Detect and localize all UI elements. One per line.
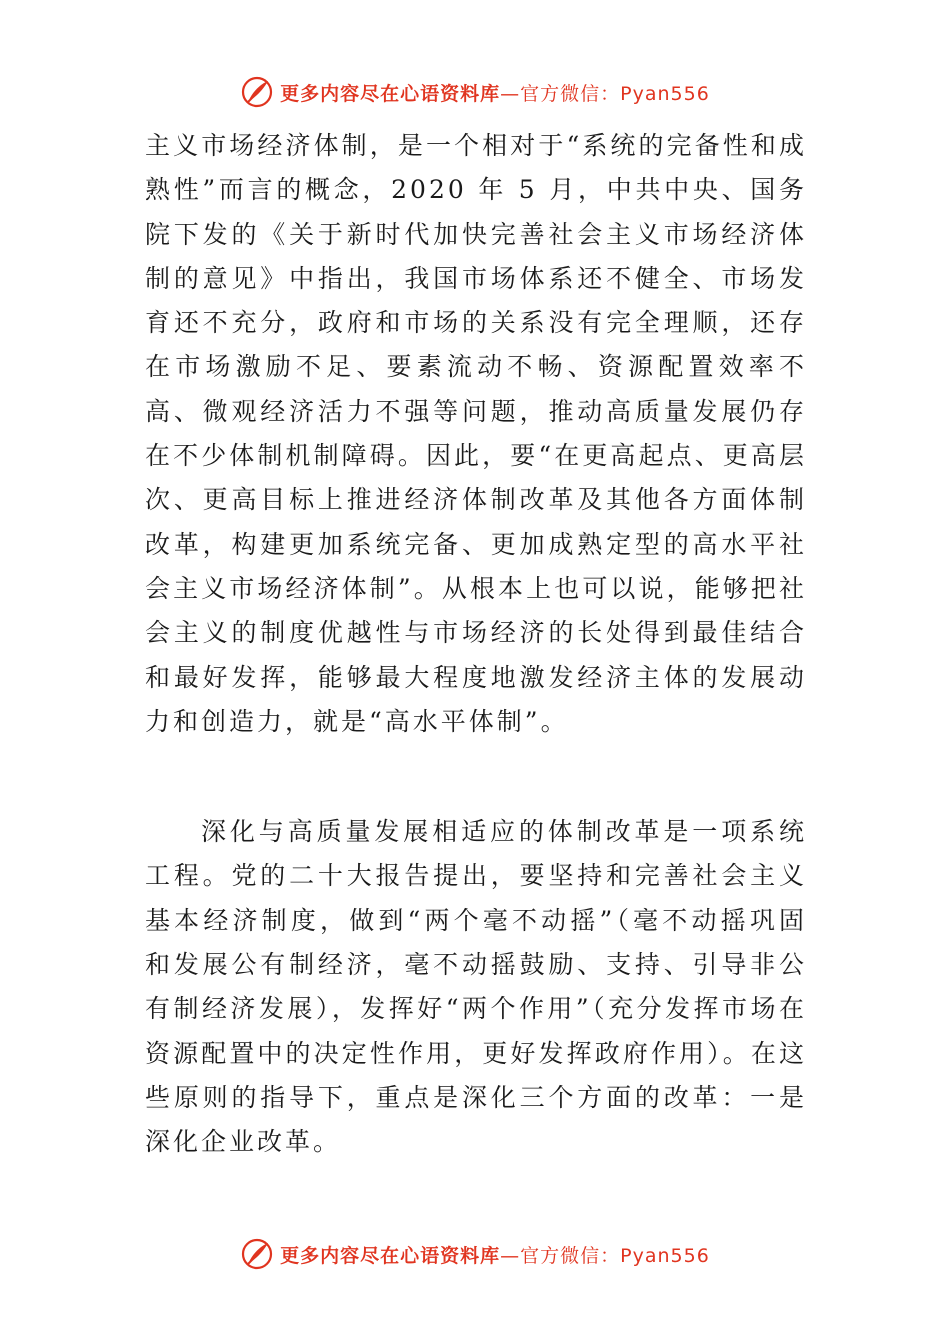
header-banner bbox=[0, 70, 950, 114]
paragraph-gap bbox=[145, 744, 807, 810]
quill-pen-logo-icon bbox=[240, 75, 274, 109]
footer-contact-text: —官方微信：Pyan556 bbox=[500, 1244, 710, 1267]
footer-site-text: 更多内容尽在心语资料库 bbox=[280, 1244, 501, 1267]
footer-banner bbox=[0, 1232, 950, 1276]
quill-pen-logo-icon bbox=[240, 1237, 274, 1271]
header-contact-text: —官方微信：Pyan556 bbox=[500, 82, 710, 105]
header-site-text: 更多内容尽在心语资料库 bbox=[280, 82, 501, 105]
paragraph-1: 主义市场经济体制，是一个相对于“系统的完备性和成熟性”而言的概念，2020 年 5 月，中共中央、国务院下发的《关于新时代加快完善社会主义市场经济体制的意见》中指出，我国市场体系还不健全、市场发育还不充分，政府和市场的关系没有完全理顺，还存在市场激励不足、要素流动不畅、资源配置效率不高、微观经济活力不强等问题，推动高质量发展仍存在不少体制机制障碍。因此，要“在更高起点、更高层次、更高目标上推进经济体制改革及其他各方面体制改革，构建更加系统完备、更加成熟定型的高水平社会主义市场经济体制”。从根本上也可以说，能够把社会主义的制度优越性与市场经济的长处得到最佳结合和最好发挥，能够最大程度地激发经济主体的发展动力和创造力，就是“高水平体制”。 bbox=[145, 131, 807, 736]
document-body bbox=[145, 124, 807, 1165]
paragraph-2: 深化与高质量发展相适应的体制改革是一项系统工程。党的二十大报告提出，要坚持和完善社会主义基本经济制度，做到“两个毫不动摇”（毫不动摇巩固和发展公有制经济，毫不动摇鼓励、支持、引导非公有制经济发展），发挥好“两个作用”（充分发挥市场在资源配置中的决定性作用，更好发挥政府作用）。在这些原则的指导下，重点是深化三个方面的改革：一是深化企业改革。 bbox=[145, 817, 807, 1157]
